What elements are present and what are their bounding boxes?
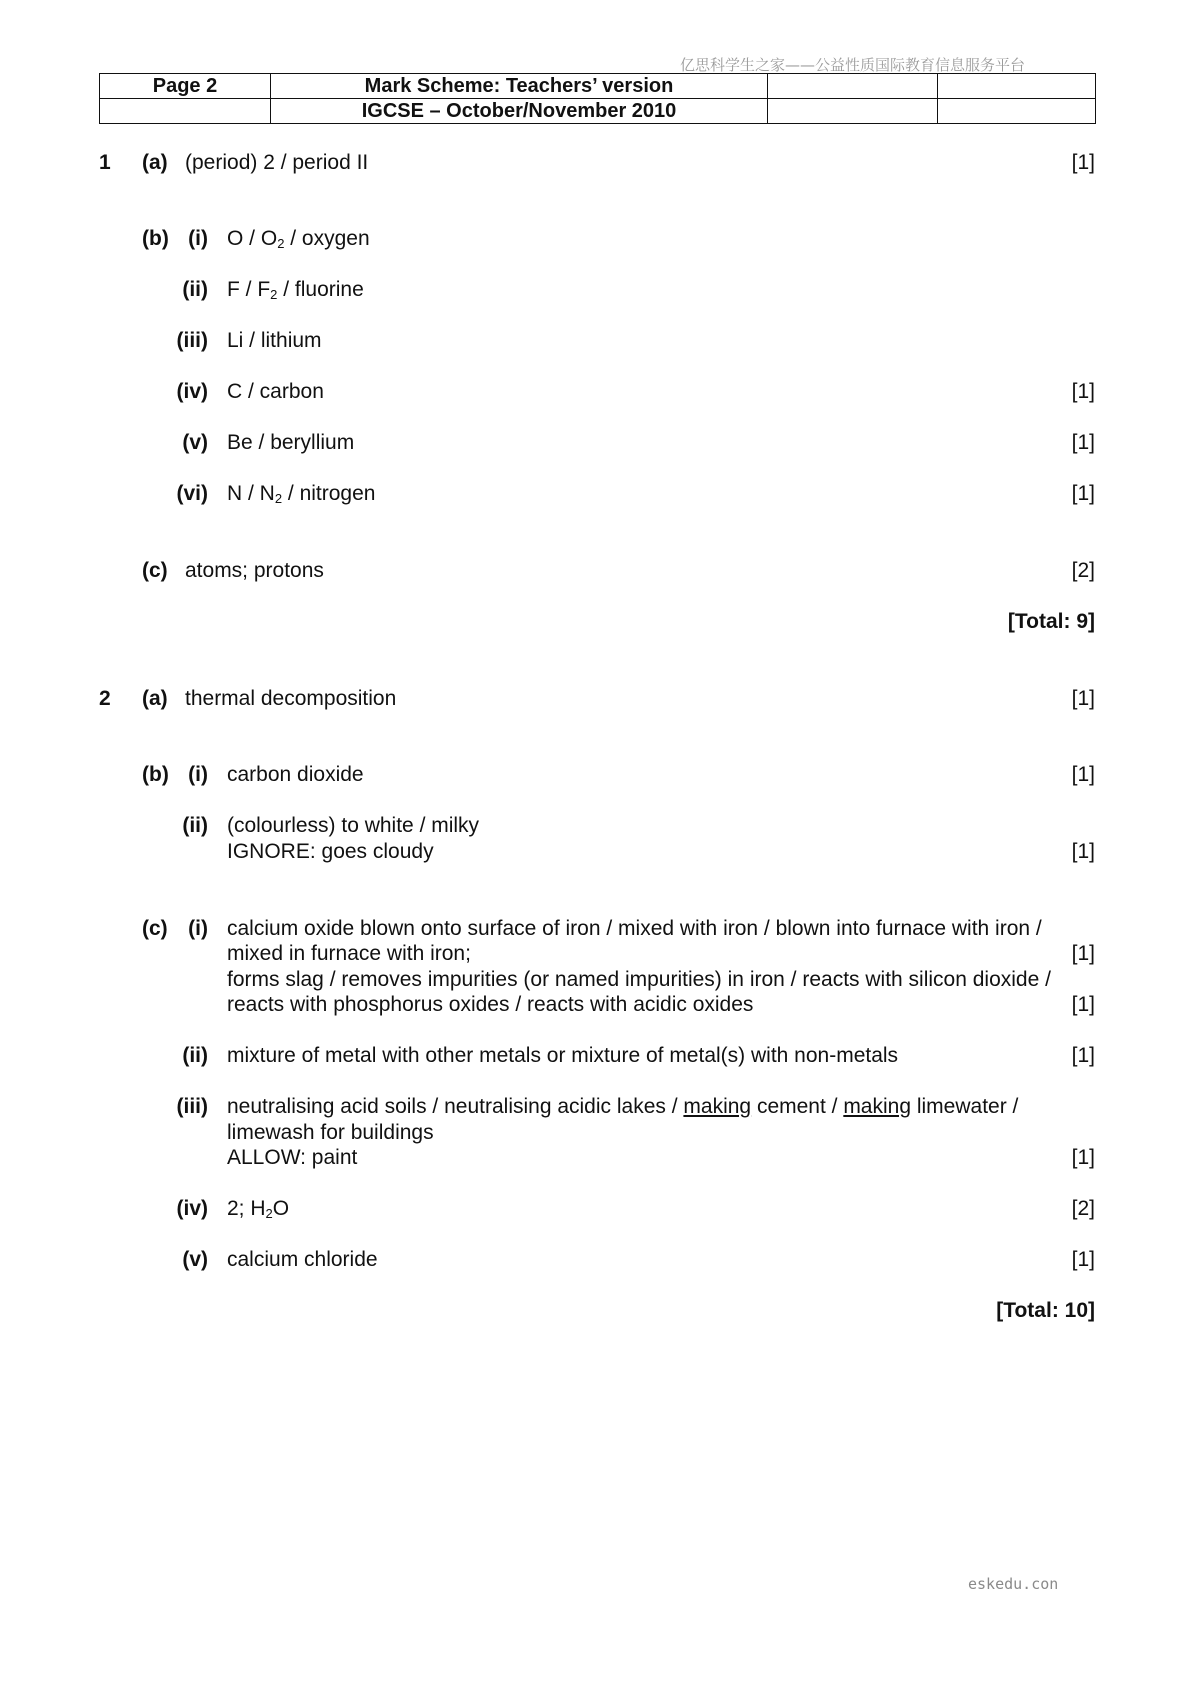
header-empty-2: [938, 74, 1096, 99]
q1-c-answer: atoms; protons: [185, 559, 324, 582]
question-2-number: 2: [99, 687, 111, 710]
q2-b-i-mark: [1]: [1071, 763, 1095, 786]
q2-b-label: (b): [142, 763, 169, 786]
header-empty-5: [938, 99, 1096, 124]
q2-c-i-line4: reacts with phosphorus oxides / reacts with acidic oxides: [227, 993, 754, 1016]
q1-b-vi-answer: N / $N_2$ / nitrogen: [227, 482, 376, 506]
q2-c-iv-answer: 2; $H_2O$: [227, 1197, 290, 1221]
q2-b-ii-line1: (colourless) to white / milky: [227, 814, 480, 837]
q2-b-i-answer: carbon dioxide: [227, 763, 364, 786]
q1-b-v-answer: Be / beryllium: [227, 431, 355, 454]
q1-b-iv-label: (iv): [176, 380, 208, 403]
q1-b-v-label: (v): [182, 431, 208, 454]
q2-b-ii-label: (ii): [182, 814, 208, 837]
q1-c-label: (c): [142, 559, 168, 582]
q2-a-mark: [1]: [1071, 687, 1095, 710]
q1-b-i-answer: O / $O_2$ / oxygen: [227, 227, 370, 251]
q2-c-iii-line3: ALLOW: paint: [227, 1146, 358, 1169]
q2-c-i-line1: calcium oxide blown onto surface of iron / mixed with iron / blown into furnace with iron /: [227, 917, 1042, 940]
q2-c-i-line2: mixed in furnace with iron;: [227, 942, 471, 965]
q1-b-iii-label: (iii): [176, 329, 208, 352]
q1-c-mark: [2]: [1071, 559, 1095, 582]
q2-c-i-label: (i): [188, 917, 208, 940]
q2-c-iv-mark: [2]: [1071, 1197, 1095, 1220]
header-empty-4: [768, 99, 938, 124]
watermark-bottom: eskedu.con: [968, 1575, 1059, 1593]
watermark-top: 亿思科学生之家——公益性质国际教育信息服务平台: [680, 56, 1026, 74]
q2-a-answer: thermal decomposition: [185, 687, 397, 710]
header-empty-1: [768, 74, 938, 99]
header-title: Mark Scheme: Teachers’ version: [271, 74, 768, 99]
q1-b-iv-mark: [1]: [1071, 380, 1095, 403]
q2-c-label: (c): [142, 917, 168, 940]
q2-total: [Total: 10]: [996, 1299, 1095, 1322]
q2-c-i-mark1: [1]: [1071, 942, 1095, 965]
header-page: Page 2: [100, 74, 271, 99]
q1-a-label: (a): [142, 151, 168, 174]
q2-c-ii-answer: mixture of metal with other metals or mixture of metal(s) with non-metals: [227, 1044, 899, 1067]
q2-c-iii-line1: neutralising acid soils / neutralising acidic lakes / making cement / making limewater /: [227, 1095, 1019, 1118]
q1-a-answer: (period) 2 / period II: [185, 151, 369, 174]
q1-b-ii-label: (ii): [182, 278, 208, 301]
q1-b-v-mark: [1]: [1071, 431, 1095, 454]
q2-b-i-label: (i): [188, 763, 208, 786]
q1-b-ii-answer: F / $F_2$ / fluorine: [227, 278, 364, 302]
q2-b-ii-line2: IGNORE: goes cloudy: [227, 840, 434, 863]
q2-c-iii-mark: [1]: [1071, 1146, 1095, 1169]
q2-c-v-mark: [1]: [1071, 1248, 1095, 1271]
q2-c-i-line3: forms slag / removes impurities (or named impurities) in iron / reacts with silicon dioxide /: [227, 968, 1051, 991]
q1-b-iv-answer: C / carbon: [227, 380, 324, 403]
q2-c-iv-label: (iv): [176, 1197, 208, 1220]
q1-b-vi-mark: [1]: [1071, 482, 1095, 505]
q1-b-iii-answer: Li / lithium: [227, 329, 322, 352]
q1-b-label: (b): [142, 227, 169, 250]
q2-c-i-mark2: [1]: [1071, 993, 1095, 1016]
header-table: [99, 73, 1096, 124]
q2-a-label: (a): [142, 687, 168, 710]
q2-c-ii-mark: [1]: [1071, 1044, 1095, 1067]
q1-b-vi-label: (vi): [176, 482, 208, 505]
q2-c-iii-line2: limewash for buildings: [227, 1121, 434, 1144]
q2-c-v-label: (v): [182, 1248, 208, 1271]
q2-c-v-answer: calcium chloride: [227, 1248, 378, 1271]
header-exam: IGCSE – October/November 2010: [271, 99, 768, 124]
q1-a-mark: [1]: [1071, 151, 1095, 174]
q1-total: [Total: 9]: [1007, 610, 1095, 633]
q2-b-ii-mark: [1]: [1071, 840, 1095, 863]
question-1-number: 1: [99, 151, 111, 174]
header-empty-3: [100, 99, 271, 124]
q2-c-ii-label: (ii): [182, 1044, 208, 1067]
q2-c-iii-label: (iii): [176, 1095, 208, 1118]
q1-b-i-label: (i): [188, 227, 208, 250]
